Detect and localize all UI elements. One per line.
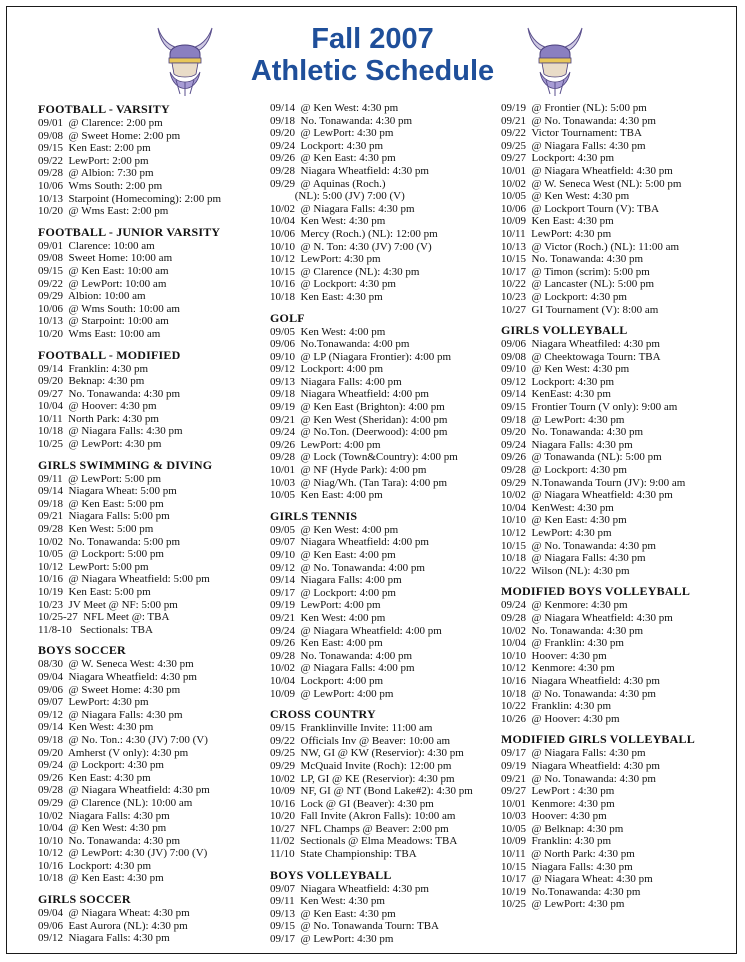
event-row: 10/13 Starpoint (Homecoming): 2:00 pm xyxy=(38,192,222,205)
event-row: 10/23 JV Meet @ NF: 5:00 pm xyxy=(38,598,178,611)
event-row: 09/06 East Aurora (NL): 4:30 pm xyxy=(38,919,188,932)
schedule-section xyxy=(38,643,262,885)
event-row: 09/11 @ LewPort: 5:00 pm xyxy=(38,472,162,485)
event-row: 09/21 @ No. Tonawanda: 4:30 pm xyxy=(501,114,656,127)
event-row: 09/26 Ken East: 4:30 pm xyxy=(38,771,151,784)
event-row: 10/16 @ Niagara Wheatfield: 5:00 pm xyxy=(38,573,210,586)
event-row: 09/10 @ Ken East: 4:00 pm xyxy=(270,549,396,561)
event-row: 09/18 @ Ken East: 5:00 pm xyxy=(38,497,164,510)
event-row: 10/25 @ LewPort: 4:30 pm xyxy=(501,898,625,911)
event-row: 10/15 @ No. Tonawanda: 4:30 pm xyxy=(501,539,656,552)
event-row: 09/15 @ Ken East: 10:00 am xyxy=(38,264,169,277)
event-row: 09/15 @ No. Tonawanda Tourn: TBA xyxy=(270,920,439,933)
event-row: 09/18 @ No. Ton.: 4:30 (JV) 7:00 (V) xyxy=(38,733,208,746)
event-row: 10/18 @ Niagara Falls: 4:30 pm xyxy=(501,552,646,565)
event-row: 09/12 @ No. Tonawanda: 4:00 pm xyxy=(270,561,425,574)
schedule-section xyxy=(270,509,498,700)
event-row: 09/06 No.Tonawanda: 4:00 pm xyxy=(270,338,410,351)
schedule-section xyxy=(270,868,498,946)
event-row: 10/02 @ Niagara Wheatfield: 4:30 pm xyxy=(501,489,673,502)
event-row: 10/06 @ Lockport Tourn (V): TBA xyxy=(501,202,660,215)
event-row: 09/11 Ken West: 4:30 pm xyxy=(270,895,385,908)
event-row: 10/12 Kenmore: 4:30 pm xyxy=(501,662,615,675)
event-row: 08/30 @ W. Seneca West: 4:30 pm xyxy=(38,658,194,671)
event-row: 09/07 Niagara Wheatfield: 4:00 pm xyxy=(270,536,429,549)
event-row: 10/13 @ Starpoint: 10:00 am xyxy=(38,315,169,328)
section-title: MODIFIED GIRLS VOLLEYBALL xyxy=(501,732,695,747)
event-row: 09/18 Niagara Wheatfield: 4:00 pm xyxy=(270,388,429,401)
title-line-1: Fall 2007 xyxy=(311,23,434,55)
event-row: 09/07 LewPort: 4:30 pm xyxy=(38,696,149,709)
schedule-section xyxy=(38,348,262,451)
section-title: MODIFIED BOYS VOLLEYBALL xyxy=(501,584,691,599)
event-row: 09/08 Sweet Home: 10:00 am xyxy=(38,252,173,265)
event-row: 10/04 @ Hoover: 4:30 pm xyxy=(38,400,157,413)
event-row: 10/10 Hoover: 4:30 pm xyxy=(501,649,607,662)
event-row: 09/08 @ Cheektowaga Tourn: TBA xyxy=(501,350,661,363)
event-row: 10/16 Lock @ GI (Beaver): 4:30 pm xyxy=(270,797,434,810)
event-row: 09/24 @ Niagara Wheatfield: 4:00 pm xyxy=(270,624,442,637)
event-row: 09/24 @ Lockport: 4:30 pm xyxy=(38,759,164,772)
event-row: 09/14 @ Ken West: 4:30 pm xyxy=(270,102,399,114)
section-title: FOOTBALL - VARSITY xyxy=(38,102,170,116)
event-row: 09/28 @ Niagara Wheatfield: 4:30 pm xyxy=(501,611,673,624)
event-row: 09/26 Ken East: 4:00 pm xyxy=(270,637,383,650)
event-row: 10/22 Franklin: 4:30 pm xyxy=(501,700,611,713)
event-row: 10/04 KenWest: 4:30 pm xyxy=(501,501,614,514)
event-row: 09/19 @ Frontier (NL): 5:00 pm xyxy=(501,102,647,114)
event-row: 09/14 Niagara Wheat: 5:00 pm xyxy=(38,485,177,498)
event-row: 10/17 @ Niagara Wheat: 4:30 pm xyxy=(501,873,653,886)
schedule-section xyxy=(501,102,733,316)
event-row: 09/21 Niagara Falls: 5:00 pm xyxy=(38,510,170,523)
section-title: FOOTBALL - MODIFIED xyxy=(38,347,181,362)
event-row: 10/04 @ Franklin: 4:30 pm xyxy=(501,637,624,650)
event-row: 09/20 No. Tonawanda: 4:30 pm xyxy=(501,426,644,439)
event-row: 09/27 LewPort : 4:30 pm xyxy=(501,785,615,798)
event-row: 09/06 @ Sweet Home: 4:30 pm xyxy=(38,683,181,696)
event-row: 09/25 @ Niagara Falls: 4:30 pm xyxy=(501,139,646,152)
event-row: 10/10 No. Tonawanda: 4:30 pm xyxy=(38,834,181,847)
event-row: 10/09 Franklin: 4:30 pm xyxy=(501,835,611,848)
event-row: 10/25 @ LewPort: 4:30 pm xyxy=(38,438,162,451)
event-row: 10/23 @ Lockport: 4:30 pm xyxy=(501,290,627,303)
event-row: 10/20 Wms East: 10:00 am xyxy=(38,327,161,340)
event-row: 10/02 @ Niagara Falls: 4:30 pm xyxy=(270,202,415,215)
event-row: 11/8-10 Sectionals: TBA xyxy=(38,623,153,636)
event-row: 09/19 Niagara Wheatfield: 4:30 pm xyxy=(501,759,660,772)
event-row: 10/22 Wilson (NL): 4:30 pm xyxy=(501,564,630,577)
event-row: 09/28 @ Lockport: 4:30 pm xyxy=(501,464,627,477)
event-row: 10/01 @ Niagara Wheatfield: 4:30 pm xyxy=(501,164,673,177)
event-row: 10/01 @ NF (Hyde Park): 4:00 pm xyxy=(270,464,427,477)
event-row: 10/02 No. Tonawanda: 5:00 pm xyxy=(38,535,181,548)
event-row: 09/12 Niagara Falls: 4:30 pm xyxy=(38,932,170,945)
event-row: 10/04 Lockport: 4:00 pm xyxy=(270,674,384,687)
event-row: 09/13 Niagara Falls: 4:00 pm xyxy=(270,375,402,388)
event-row: 10/05 @ Ken West: 4:30 pm xyxy=(501,190,630,203)
event-row: 10/19 Ken East: 5:00 pm xyxy=(38,586,151,598)
schedule-section xyxy=(38,892,262,945)
event-row: 10/22 @ Lancaster (NL): 5:00 pm xyxy=(501,278,655,291)
event-row: 10/03 @ Niag/Wh. (Tan Tara): 4:00 pm xyxy=(270,476,448,489)
schedule-column-3 xyxy=(501,102,733,918)
event-row: 09/19 LewPort: 4:00 pm xyxy=(270,599,381,612)
event-row: 10/17 @ Timon (scrim): 5:00 pm xyxy=(501,265,650,278)
event-row: 09/28 Ken West: 5:00 pm xyxy=(38,523,154,536)
event-row: 10/02 No. Tonawanda: 4:30 pm xyxy=(501,624,644,637)
event-row: 10/02 @ Niagara Falls: 4:00 pm xyxy=(270,662,415,675)
event-row: 09/08 @ Sweet Home: 2:00 pm xyxy=(38,129,181,142)
event-row: 10/09 @ LewPort: 4:00 pm xyxy=(270,687,394,700)
event-row: 10/12 LewPort: 4:30 pm xyxy=(270,253,381,266)
event-row: 09/24 Lockport: 4:30 pm xyxy=(270,139,384,152)
event-row: 10/16 Niagara Wheatfield: 4:30 pm xyxy=(501,674,660,687)
event-row: 10/05 @ Belknap: 4:30 pm xyxy=(501,822,624,835)
event-row: 09/15 Ken East: 2:00 pm xyxy=(38,142,151,155)
section-title: FOOTBALL - JUNIOR VARSITY xyxy=(38,224,221,239)
event-row: 10/20 Fall Invite (Akron Falls): 10:00 am xyxy=(270,810,456,823)
event-row: 09/12 Lockport: 4:30 pm xyxy=(501,375,615,388)
event-row: (NL): 5:00 (JV) 7:00 (V) xyxy=(270,190,405,203)
event-row: 09/10 @ LP (Niagara Frontier): 4:00 pm xyxy=(270,350,452,363)
event-row: 10/02 @ W. Seneca West (NL): 5:00 pm xyxy=(501,177,682,190)
event-row: 10/11 North Park: 4:30 pm xyxy=(38,412,159,425)
event-row: 09/27 No. Tonawanda: 4:30 pm xyxy=(38,387,181,400)
event-row: 09/29 Albion: 10:00 am xyxy=(38,290,146,303)
event-row: 09/20 Beknap: 4:30 pm xyxy=(38,375,145,388)
event-row: 09/06 Niagara Wheatfiled: 4:30 pm xyxy=(501,338,660,351)
event-row: 09/12 @ Niagara Falls: 4:30 pm xyxy=(38,708,183,721)
event-row: 09/29 @ Aquinas (Roch.) xyxy=(270,177,386,190)
section-title: GIRLS SOCCER xyxy=(38,892,131,907)
event-row: 09/22 Victor Tournament: TBA xyxy=(501,127,642,140)
event-row: 10/09 NF, GI @ NT (Bond Lake#2): 4:30 pm xyxy=(270,785,473,798)
section-title: BOYS SOCCER xyxy=(38,643,126,658)
event-row: 10/11 @ North Park: 4:30 pm xyxy=(501,848,635,861)
event-row: 09/29 McQuaid Invite (Roch): 12:00 pm xyxy=(270,759,452,772)
schedule-column-2 xyxy=(270,102,498,953)
section-title: GIRLS VOLLEYBALL xyxy=(501,323,628,338)
event-row: 09/18 No. Tonawanda: 4:30 pm xyxy=(270,114,413,127)
event-row: 09/15 Frontier Tourn (V only): 9:00 am xyxy=(501,401,678,414)
event-row: 10/10 @ N. Ton: 4:30 (JV) 7:00 (V) xyxy=(270,240,432,253)
event-row: 09/12 Lockport: 4:00 pm xyxy=(270,363,384,376)
event-row: 10/16 Lockport: 4:30 pm xyxy=(38,859,152,872)
event-row: 10/20 @ Wms East: 2:00 pm xyxy=(38,205,169,218)
event-row: 10/10 @ Ken East: 4:30 pm xyxy=(501,514,627,527)
event-row: 09/15 Franklinville Invite: 11:00 am xyxy=(270,722,433,735)
schedule-section xyxy=(270,102,498,304)
event-row: 10/16 @ Lockport: 4:30 pm xyxy=(270,278,396,291)
event-row: 10/18 @ No. Tonawanda: 4:30 pm xyxy=(501,687,656,700)
event-row: 09/26 @ Tonawanda (NL): 5:00 pm xyxy=(501,451,662,464)
schedule-section xyxy=(270,707,498,861)
event-row: 10/09 Ken East: 4:30 pm xyxy=(501,215,614,228)
event-row: 09/21 Ken West: 4:00 pm xyxy=(270,611,386,624)
event-row: 10/11 LewPort: 4:30 pm xyxy=(501,227,612,240)
event-row: 09/01 Clarence: 10:00 am xyxy=(38,239,155,252)
event-row: 09/17 @ Niagara Falls: 4:30 pm xyxy=(501,747,646,760)
event-row: 09/21 @ Ken West (Sheridan): 4:00 pm xyxy=(270,413,448,426)
event-row: 09/27 Lockport: 4:30 pm xyxy=(501,152,615,165)
event-row: 10/12 @ LewPort: 4:30 (JV) 7:00 (V) xyxy=(38,847,208,860)
event-row: 09/14 Franklin: 4:30 pm xyxy=(38,362,148,375)
event-row: 09/26 @ Ken East: 4:30 pm xyxy=(270,152,396,165)
schedule-section xyxy=(501,732,733,911)
event-row: 09/17 @ LewPort: 4:30 pm xyxy=(270,933,394,946)
event-row: 09/14 Niagara Falls: 4:00 pm xyxy=(270,574,402,587)
schedule-section xyxy=(501,584,733,725)
title-line-2: Athletic Schedule xyxy=(250,55,495,87)
event-row: 09/20 @ LewPort: 4:30 pm xyxy=(270,127,394,140)
event-row: 10/15 Niagara Falls: 4:30 pm xyxy=(501,860,633,873)
event-row: 10/02 LP, GI @ KE (Reservior): 4:30 pm xyxy=(270,772,455,785)
event-row: 09/19 @ Ken East (Brighton): 4:00 pm xyxy=(270,401,445,414)
schedule-section xyxy=(38,458,262,637)
event-row: 10/12 LewPort: 5:00 pm xyxy=(38,560,149,573)
section-title: GIRLS SWIMMING & DIVING xyxy=(38,457,213,472)
schedule-section xyxy=(501,323,733,577)
event-row: 09/05 @ Ken West: 4:00 pm xyxy=(270,523,399,536)
event-row: 09/28 @ Lock (Town&Country): 4:00 pm xyxy=(270,451,458,464)
event-row: 09/24 @ No.Ton. (Deerwood): 4:00 pm xyxy=(270,426,448,439)
event-row: 10/05 Ken East: 4:00 pm xyxy=(270,489,383,502)
event-row: 09/26 LewPort: 4:00 pm xyxy=(270,438,381,451)
event-row: 10/18 @ Niagara Falls: 4:30 pm xyxy=(38,425,183,438)
event-row: 10/12 LewPort: 4:30 pm xyxy=(501,527,612,539)
event-row: 10/25-27 NFL Meet @: TBA xyxy=(38,611,170,624)
event-row: 10/03 Hoover: 4:30 pm xyxy=(501,810,607,823)
event-row: 10/06 @ Wms South: 10:00 am xyxy=(38,302,180,315)
event-row: 09/29 N.Tonawanda Tourn (JV): 9:00 am xyxy=(501,476,686,489)
event-row: 09/22 @ LewPort: 10:00 am xyxy=(38,277,167,290)
event-row: 10/15 No. Tonawanda: 4:30 pm xyxy=(501,253,644,266)
event-row: 10/19 No.Tonawanda: 4:30 pm xyxy=(501,885,641,898)
event-row: 10/26 @ Hoover: 4:30 pm xyxy=(501,712,620,725)
section-title: CROSS COUNTRY xyxy=(270,707,376,722)
event-row: 09/01 @ Clarence: 2:00 pm xyxy=(38,117,163,129)
event-row: 09/18 @ LewPort: 4:30 pm xyxy=(501,413,625,426)
event-row: 09/14 KenEast: 4:30 pm xyxy=(501,388,611,401)
event-row: 11/10 State Championship: TBA xyxy=(270,848,417,861)
event-row: 09/04 Niagara Wheatfield: 4:30 pm xyxy=(38,670,197,683)
event-row: 10/15 @ Clarence (NL): 4:30 pm xyxy=(270,265,420,278)
schedule-section xyxy=(38,225,262,341)
event-row: 09/10 @ Ken West: 4:30 pm xyxy=(501,363,630,376)
event-row: 10/06 Wms South: 2:00 pm xyxy=(38,179,163,192)
event-row: 09/21 @ No. Tonawanda: 4:30 pm xyxy=(501,772,656,785)
event-row: 09/28 @ Niagara Wheatfield: 4:30 pm xyxy=(38,784,210,797)
event-row: 09/28 Niagara Wheatfield: 4:30 pm xyxy=(270,164,429,177)
event-row: 09/24 @ Kenmore: 4:30 pm xyxy=(501,599,628,612)
event-row: 09/07 Niagara Wheatfield: 4:30 pm xyxy=(270,882,429,895)
section-title: GIRLS TENNIS xyxy=(270,508,358,523)
event-row: 10/02 Niagara Falls: 4:30 pm xyxy=(38,809,170,822)
event-row: 09/22 LewPort: 2:00 pm xyxy=(38,154,149,167)
event-row: 09/05 Ken West: 4:00 pm xyxy=(270,325,386,338)
schedule-section xyxy=(38,102,262,218)
event-row: 09/17 @ Lockport: 4:00 pm xyxy=(270,586,396,599)
event-row: 09/04 @ Niagara Wheat: 4:30 pm xyxy=(38,907,190,920)
event-row: 09/22 Officials Inv @ Beaver: 10:00 am xyxy=(270,734,451,747)
event-row: 09/29 @ Clarence (NL): 10:00 am xyxy=(38,796,193,809)
event-row: 10/04 Ken West: 4:30 pm xyxy=(270,215,386,228)
event-row: 09/28 @ Albion: 7:30 pm xyxy=(38,167,154,180)
event-row: 10/18 Ken East: 4:30 pm xyxy=(270,290,383,303)
event-row: 10/27 NFL Champs @ Beaver: 2:00 pm xyxy=(270,822,449,835)
event-row: 10/13 @ Victor (Roch.) (NL): 11:00 am xyxy=(501,240,680,253)
event-row: 10/18 @ Ken East: 4:30 pm xyxy=(38,872,164,885)
section-title: GOLF xyxy=(270,310,305,325)
event-row: 09/14 Ken West: 4:30 pm xyxy=(38,721,154,734)
event-row: 10/06 Mercy (Roch.) (NL): 12:00 pm xyxy=(270,227,438,240)
event-row: 09/28 No. Tonawanda: 4:00 pm xyxy=(270,649,413,662)
section-title: BOYS VOLLEYBALL xyxy=(270,867,392,882)
schedule-section xyxy=(270,311,498,502)
event-row: 10/04 @ Ken West: 4:30 pm xyxy=(38,822,167,835)
schedule-column-1 xyxy=(38,102,262,952)
event-row: 09/25 NW, GI @ KW (Reservior): 4:30 pm xyxy=(270,747,464,760)
event-row: 09/24 Niagara Falls: 4:30 pm xyxy=(501,438,633,451)
event-row: 10/27 GI Tournament (V): 8:00 am xyxy=(501,303,659,316)
event-row: 09/20 Amherst (V only): 4:30 pm xyxy=(38,746,189,759)
event-row: 10/01 Kenmore: 4:30 pm xyxy=(501,797,615,810)
event-row: 09/13 @ Ken East: 4:30 pm xyxy=(270,907,396,920)
event-row: 11/02 Sectionals @ Elma Meadows: TBA xyxy=(270,835,458,848)
event-row: 10/05 @ Lockport: 5:00 pm xyxy=(38,548,164,561)
